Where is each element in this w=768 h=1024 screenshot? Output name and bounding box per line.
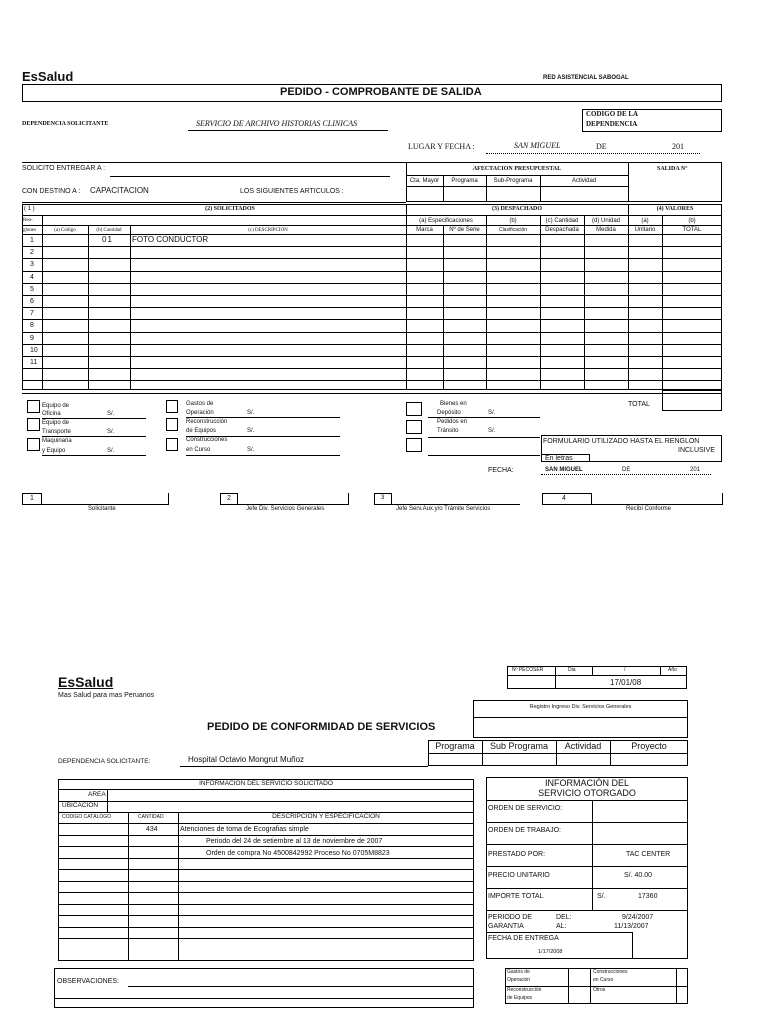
sec3-label: (3) DESPACHADO (491, 206, 543, 212)
row-line (22, 246, 722, 247)
soles-8: S/. (488, 428, 496, 434)
observaciones-label: OBSERVACIONES: (57, 978, 119, 985)
col-b: (b) (509, 218, 517, 224)
service-row-line (58, 904, 474, 905)
service-row-line (58, 858, 474, 859)
service-row-line (58, 892, 474, 893)
codigo-label-1: CODIGO DE LA (586, 110, 639, 118)
chk-2a: Equipo de (42, 420, 70, 426)
checkbox-gastos-operacion[interactable] (166, 400, 178, 413)
afectacion-label: AFECTACION PRESUPUESTAL (472, 166, 562, 172)
chk-7b: Depósito (437, 410, 461, 416)
col-a: (a) (641, 218, 649, 224)
destino-label: CON DESTINO A : (22, 188, 81, 195)
formulario-label: FORMULARIO UTILIZADO HASTA EL RENGLON (543, 438, 700, 445)
periodo-label-1: PERIODO DE (488, 914, 532, 921)
importe-value: 17360 (638, 893, 658, 900)
row-number: 1 (30, 237, 34, 244)
sig-num-2: 2 (227, 495, 231, 502)
row-number: 11 (30, 359, 38, 366)
cantidad-label: CANTIDAD (138, 814, 164, 820)
chk-4b: Operación (186, 410, 214, 416)
row-number: 9 (30, 335, 34, 342)
first-row-qty: 01 (102, 235, 113, 244)
row-line (22, 258, 722, 259)
service-line-1: Atenciones de toma de Ecografias simple (180, 826, 309, 833)
col-serie: Nº de Serie (449, 227, 480, 233)
col-unidad-1: (d) Unidad (591, 218, 620, 224)
checkbox-equipo-transporte[interactable] (27, 418, 40, 431)
network-name: RED ASISTENCIAL SABOGAL (543, 75, 629, 81)
col-espec: (a) Especificaciones (419, 218, 473, 224)
siguientes-label: LOS SIGUIENTES ARTICULOS : (240, 188, 344, 195)
sig-label-jefe-serv: Jefe Serv.Aux.y/o Trámite Servicios (396, 506, 491, 512)
afect-col-actividad: Actividad (571, 178, 597, 184)
row-line (22, 283, 722, 284)
sig-label-jefe-div: Jefe Div. Servicios Generales (246, 506, 325, 512)
g2a: Reconstrucción (507, 987, 542, 993)
col-codigo: (a) Código (54, 228, 76, 233)
salida-label: SALIDA N° (657, 166, 688, 172)
afect-col-subprograma: Sub-Programa (493, 178, 533, 184)
sec1-num: ( 1 ) (24, 206, 35, 212)
year-label: 201 (672, 142, 684, 151)
fecha-label: FECHA: (488, 467, 514, 474)
chk-3a: Maquinaria (42, 438, 72, 444)
first-row-desc: FOTO CONDUCTOR (132, 235, 209, 244)
importe-soles: S/. (597, 893, 606, 900)
chk-5a: Reconstrucción (186, 419, 228, 425)
sig-label-solicitante: Solicitante (88, 506, 116, 512)
chk-6b: en Curso (186, 447, 211, 453)
row-line (22, 319, 722, 320)
row-line (22, 332, 722, 333)
g1a: Gastos de (507, 969, 530, 975)
col-clasif: Clasificación (498, 227, 528, 233)
row-line (22, 356, 722, 357)
sig-label-recibi: Recibí Conforme (626, 506, 672, 512)
service-qty: 434 (146, 826, 158, 833)
afect-col-programa: Programa (451, 178, 478, 184)
chk-3b: y Equipo (42, 448, 66, 454)
solicito-label: SOLICITO ENTREGAR A : (22, 165, 106, 172)
cod-cat-label: CODIGO CATÁLOGO (62, 814, 112, 820)
form-title: PEDIDO - COMPROBANTE DE SALIDA (280, 86, 482, 98)
renglones-2: glones (23, 228, 37, 233)
service-row-line (58, 846, 474, 847)
sig-num-3: 3 (381, 495, 385, 501)
soles-4: S/. (247, 410, 255, 416)
sec2-label: (2) SOLICITADOS (205, 206, 255, 212)
col-marca: Marca (416, 227, 433, 233)
renglones-1: Ren- (23, 218, 33, 223)
checkbox-reconstruccion[interactable] (166, 418, 178, 431)
al-label: AL: (556, 923, 567, 930)
chk-1a: Equipo de (42, 403, 70, 409)
soles-1: S/. (107, 411, 115, 417)
col-cant-desp-2: Despachada (545, 227, 579, 233)
row-line (22, 380, 722, 381)
row-number: 6 (30, 298, 34, 305)
service-row-line (58, 938, 474, 939)
al-value: 11/13/2007 (614, 923, 649, 930)
prestado-value: TAC CENTER (626, 851, 671, 858)
row-line (22, 344, 722, 345)
orden-servicio-label: ORDEN DE SERVICIO: (488, 805, 563, 812)
g4a: Otros (593, 987, 606, 993)
soles-2: S/. (107, 429, 115, 435)
total-label: TOTAL (628, 401, 650, 408)
brand-logo-text-2: EsSalud (58, 674, 114, 690)
form2-title: PEDIDO DE CONFORMIDAD DE SERVICIOS (207, 721, 436, 733)
inclusive-label: INCLUSIVE (678, 447, 715, 454)
chk-8b: Tránsito (437, 428, 459, 434)
prog-col-programa: Programa (435, 741, 475, 751)
pecosa-label: Nº PECOSER (512, 667, 544, 673)
area-label: AREA (88, 791, 106, 798)
checkbox-maquinaria[interactable] (27, 438, 40, 451)
soles-5: S/. (247, 428, 255, 434)
tagline: Mas Salud para mas Peruanos (58, 692, 155, 699)
prog-col-proyecto: Proyecto (631, 741, 667, 751)
row-number: 7 (30, 310, 34, 317)
lugar-value: SAN MIGUEL (514, 141, 561, 150)
sig-num-4: 4 (562, 495, 566, 502)
ubicacion-label: UBICACIÓN (62, 802, 99, 809)
service-row-line (58, 869, 474, 870)
col-unidad-2: Medida (596, 227, 616, 233)
col-descripcion: (c) DESCRIPCION (248, 228, 288, 233)
checkbox-pedidos-transito[interactable] (406, 420, 422, 434)
soles-3: S/. (107, 448, 115, 454)
chk-6a: Construcciones (186, 437, 228, 443)
dia-label: Dia (568, 667, 576, 673)
importe-total-label: IMPORTE TOTAL (488, 893, 544, 900)
fecha-de: DE (622, 467, 631, 473)
chk-8a: Pedidos en (437, 419, 468, 425)
g2b: de Equipos (507, 995, 533, 1001)
checkbox-construcciones[interactable] (166, 438, 178, 451)
dependencia-value: SERVICIO DE ARCHIVO HISTORIAS CLINICAS (196, 119, 358, 128)
checkbox-bienes-deposito[interactable] (406, 402, 422, 416)
de-label: DE (596, 142, 607, 151)
desc-espec-label: DESCRIPCION Y ESPECIFICACION (272, 813, 380, 820)
slash-label: / (624, 667, 626, 673)
del-value: 9/24/2007 (622, 914, 654, 921)
fecha-entrega-label: FECHA DE ENTREGA (488, 935, 559, 942)
fecha-entrega-value: 1/17/2008 (538, 949, 563, 955)
service-row-line (58, 915, 474, 916)
info-solicitado: INFORMACIÓN DEL SERVICIO SOLICITADO (199, 780, 333, 787)
service-line-2: Periodo del 24 de setiembre al 13 de noviembre de 2007 (206, 838, 383, 845)
row-number: 3 (30, 261, 34, 268)
prog-col-actividad: Actividad (564, 741, 602, 751)
service-row-line (58, 927, 474, 928)
service-line-3: Orden de compra No 4500842992 Proceso No 0705M8823 (206, 850, 390, 857)
soles-7: S/. (488, 410, 496, 416)
row-number: 10 (30, 347, 38, 354)
row-number: 8 (30, 322, 34, 329)
checkbox-extra[interactable] (406, 438, 422, 452)
row-line (22, 271, 722, 272)
dependencia-label-2: DEPENDENCIA SOLICITANTE: (58, 758, 151, 765)
fecha-value: SAN MIGUEL (545, 467, 583, 473)
date-value: 17/01/08 (610, 678, 642, 687)
row-number: 4 (30, 274, 34, 281)
g1b: Operación (507, 977, 531, 983)
service-row-line (58, 881, 474, 882)
registro-label: Registro Ingreso Div. Servicios Generales (529, 704, 632, 710)
fecha-year: 201 (690, 467, 701, 473)
row-line (22, 393, 722, 394)
dependencia-value-2: Hospital Octavio Mongrut Muñoz (188, 755, 305, 764)
del-label: DEL: (556, 914, 572, 921)
row-number: 2 (30, 249, 34, 256)
anio-label: Año (668, 667, 677, 673)
chk-7a: Bienes en (440, 401, 467, 407)
prog-col-subprograma: Sub Programa (489, 741, 549, 751)
col-cantidad: (b) Cantidad (96, 228, 122, 233)
g3a: Construcciones (593, 969, 628, 975)
destino-value: CAPACITACION (90, 186, 149, 195)
row-line (22, 307, 722, 308)
col-b2: (b) (688, 218, 696, 224)
soles-6: S/. (247, 447, 255, 453)
col-cant-desp-1: (c) Cantidad (545, 218, 579, 224)
g3b: en Curso (593, 977, 614, 983)
orden-trabajo-label: ORDEN DE TRABAJO: (488, 827, 561, 834)
service-row-line (58, 835, 474, 836)
chk-4a: Gastos de (186, 401, 214, 407)
checkbox-equipo-oficina[interactable] (27, 400, 40, 413)
chk-2b: Transporte (42, 429, 71, 435)
lugar-label: LUGAR Y FECHA : (408, 142, 475, 151)
precio-value: S/. 40.00 (624, 872, 653, 879)
info-otorgado-1: INFORMACIÓN DEL (544, 778, 629, 788)
sig-num-1: 1 (30, 495, 34, 502)
row-line (22, 295, 722, 296)
row-number: 5 (30, 286, 34, 293)
periodo-label-2: GARANTIA (488, 923, 524, 930)
chk-5b: de Equipos (186, 428, 217, 434)
sec4-label: (4) VALORES (656, 206, 694, 212)
brand-logo-text: EsSalud (22, 69, 74, 84)
afect-col-cta: Cta. Mayor (409, 178, 440, 184)
info-otorgado-2: SERVICIO OTORGADO (538, 788, 636, 798)
chk-1b: Oficina (42, 411, 61, 417)
prestado-por-label: PRESTADO POR: (488, 851, 546, 858)
col-unitario: Unitario (634, 227, 656, 233)
service-row-line (58, 823, 474, 824)
letras-label: En letras (545, 455, 573, 462)
dependencia-label: DEPENDENCIA SOLICITANTE (22, 121, 109, 127)
row-line (22, 368, 722, 369)
col-total: TOTAL (682, 227, 702, 233)
codigo-label-2: DEPENDENCIA (586, 120, 638, 128)
precio-unitario-label: PRECIO UNITARIO (488, 872, 550, 879)
